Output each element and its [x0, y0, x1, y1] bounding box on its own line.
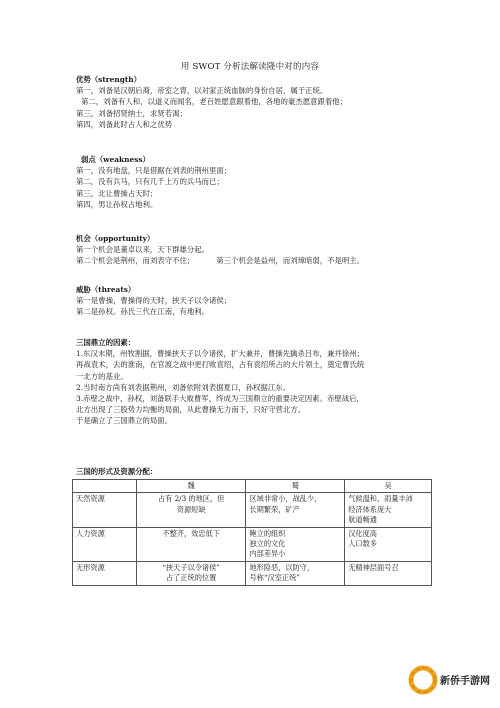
strength-line-4: 第四，刘备此时占人和之优势 — [76, 119, 173, 129]
cell-line: “挟天子以令诸侯” — [162, 562, 220, 572]
table-header-wu: 吴 — [345, 480, 432, 493]
threats-line-1: 第一是曹操，曹操得的天时，挟天子以令诸侯； — [76, 296, 232, 306]
ring-logo-icon — [406, 663, 440, 697]
opportunity-line-1: 第一个机会是董卓以来，天下群雄分起。 — [76, 245, 210, 255]
opportunity-line-2b: 第三个机会是益州，而刘璋暗弱，不是明主。 — [216, 256, 365, 266]
table-cell-wu — [345, 527, 432, 561]
watermark-text: 新侨手游网 — [440, 676, 490, 687]
weakness-heading: 弱点（weakness） — [81, 155, 150, 164]
opportunity-heading: 机会（opportunity） — [76, 234, 155, 243]
threats-heading: 威胁（threats） — [76, 285, 136, 294]
table-cell-wei — [136, 561, 246, 585]
cell-line: 资源短缺 — [176, 504, 206, 514]
cell-line: 气候温和，雨量丰沛 — [348, 494, 413, 504]
resources-heading: 三国的形式及资源分配： — [76, 467, 158, 476]
row-label: 无形资源 — [73, 561, 137, 585]
cell-line: 无精神层面号召 — [348, 562, 399, 572]
weakness-line-3: 第三，北让曹操占天时； — [76, 188, 158, 198]
cell-line: 人口数多 — [348, 539, 377, 549]
section-opportunity — [76, 233, 436, 267]
table-header-row — [73, 480, 432, 493]
table-header-shu: 蜀 — [246, 480, 345, 493]
cell-line: 汉化度高 — [348, 528, 377, 538]
cell-line: 独立的文化 — [249, 539, 286, 549]
factors-line-1: 1.东汉末期，州牧割据，曹操挟天子以令诸侯，扩大兼并，曹操先擒杀吕布，兼并徐州； — [76, 349, 364, 359]
table-cell-shu — [246, 493, 345, 527]
cell-line: 区域非常小，战乱少， — [249, 494, 322, 504]
factors-line-3: 一北方的基业。 — [76, 371, 128, 381]
factors-line-5: 3.赤壁之战中，孙权，刘备联手大败曹军，终成为三国鼎立的重要决定因素。赤壁战后， — [76, 394, 364, 404]
factors-line-6: 北方出现了三股势力均衡的局面，从此曹操无力南下，只好守营北方。 — [76, 405, 306, 415]
table-cell-shu — [246, 561, 345, 585]
section-threats — [76, 284, 436, 318]
cell-line: 经济体系庞大 — [348, 504, 392, 514]
cell-line: 号称“汉室正统” — [249, 573, 300, 583]
strength-line-3: 第三，刘备招贤纳士，求贤若渴； — [76, 108, 187, 118]
strength-line-2: 第二，刘备有人和，以道义而闻名，老百姓愿意跟着他，各地的豪杰愿意跟着他； — [81, 97, 348, 107]
cell-line: 占了正统的位置 — [165, 573, 217, 583]
section-factors — [76, 337, 436, 427]
strength-line-1: 第一，刘备是汉朝后裔，帝室之胄，以对家正统血脉的身份自居，属于正统。 — [76, 86, 328, 96]
strength-heading: 优势（strength） — [76, 75, 142, 84]
cell-line: 鲍立的组织 — [249, 528, 286, 538]
table-cell-wei — [136, 493, 246, 527]
opportunity-line-2a: 第二个机会是荆州，而刘表守不住； — [76, 256, 195, 266]
table-header-wei: 魏 — [136, 480, 246, 493]
table-header-cell — [73, 480, 137, 493]
cell-line: 地形险恶，以防守， — [249, 562, 315, 572]
table-row — [73, 527, 432, 561]
table-row — [73, 493, 432, 527]
table-cell-wu — [345, 561, 432, 585]
threats-line-2: 第二是孙权。孙氏三代在江南，有地利。 — [76, 307, 210, 317]
document-title: 用 SWOT 分析法解读隆中对的内容 — [180, 62, 320, 72]
weakness-line-2: 第二，没有兵马，只有几千上万的兵马而已； — [76, 177, 224, 187]
cell-line: 不整齐，效忠低下 — [162, 528, 220, 538]
resources-table — [72, 479, 432, 586]
factors-heading: 三国鼎立的因素： — [76, 338, 136, 347]
cell-line: 航道畅通 — [348, 515, 377, 525]
section-weakness — [76, 154, 436, 210]
cell-line: 长期繁荣，矿产 — [249, 504, 300, 514]
table-cell-wei — [136, 527, 246, 561]
weakness-line-4: 第四，男让孙权占地利。 — [76, 199, 158, 209]
section-resources — [76, 466, 436, 477]
table-row — [73, 561, 432, 585]
factors-line-2: 再战袁术，去的淮南，在官渡之战中更打败袁绍，占有袁绍所占的大片领土，奠定曹氏统 — [76, 360, 365, 370]
factors-line-7: 于是确立了三国鼎立的局面。 — [76, 416, 173, 426]
cell-line: 内部差异小 — [249, 549, 286, 559]
opportunity-line-2 — [76, 255, 436, 266]
table-cell-shu — [246, 527, 345, 561]
section-strength — [76, 74, 436, 130]
factors-line-4: 2.当时南方尚有刘表据荆州，刘备依附刘表据夏口，孙权据江东。 — [76, 382, 290, 392]
site-watermark — [406, 660, 488, 700]
table-cell-wu — [345, 493, 432, 527]
row-label: 人力资源 — [73, 527, 137, 561]
row-label: 天然资源 — [73, 493, 137, 527]
cell-line: 占有 2/3 的地区，但 — [157, 494, 225, 504]
weakness-line-1: 第一，没有地盘，只是借踞在刘表的荆州里面； — [76, 166, 232, 176]
